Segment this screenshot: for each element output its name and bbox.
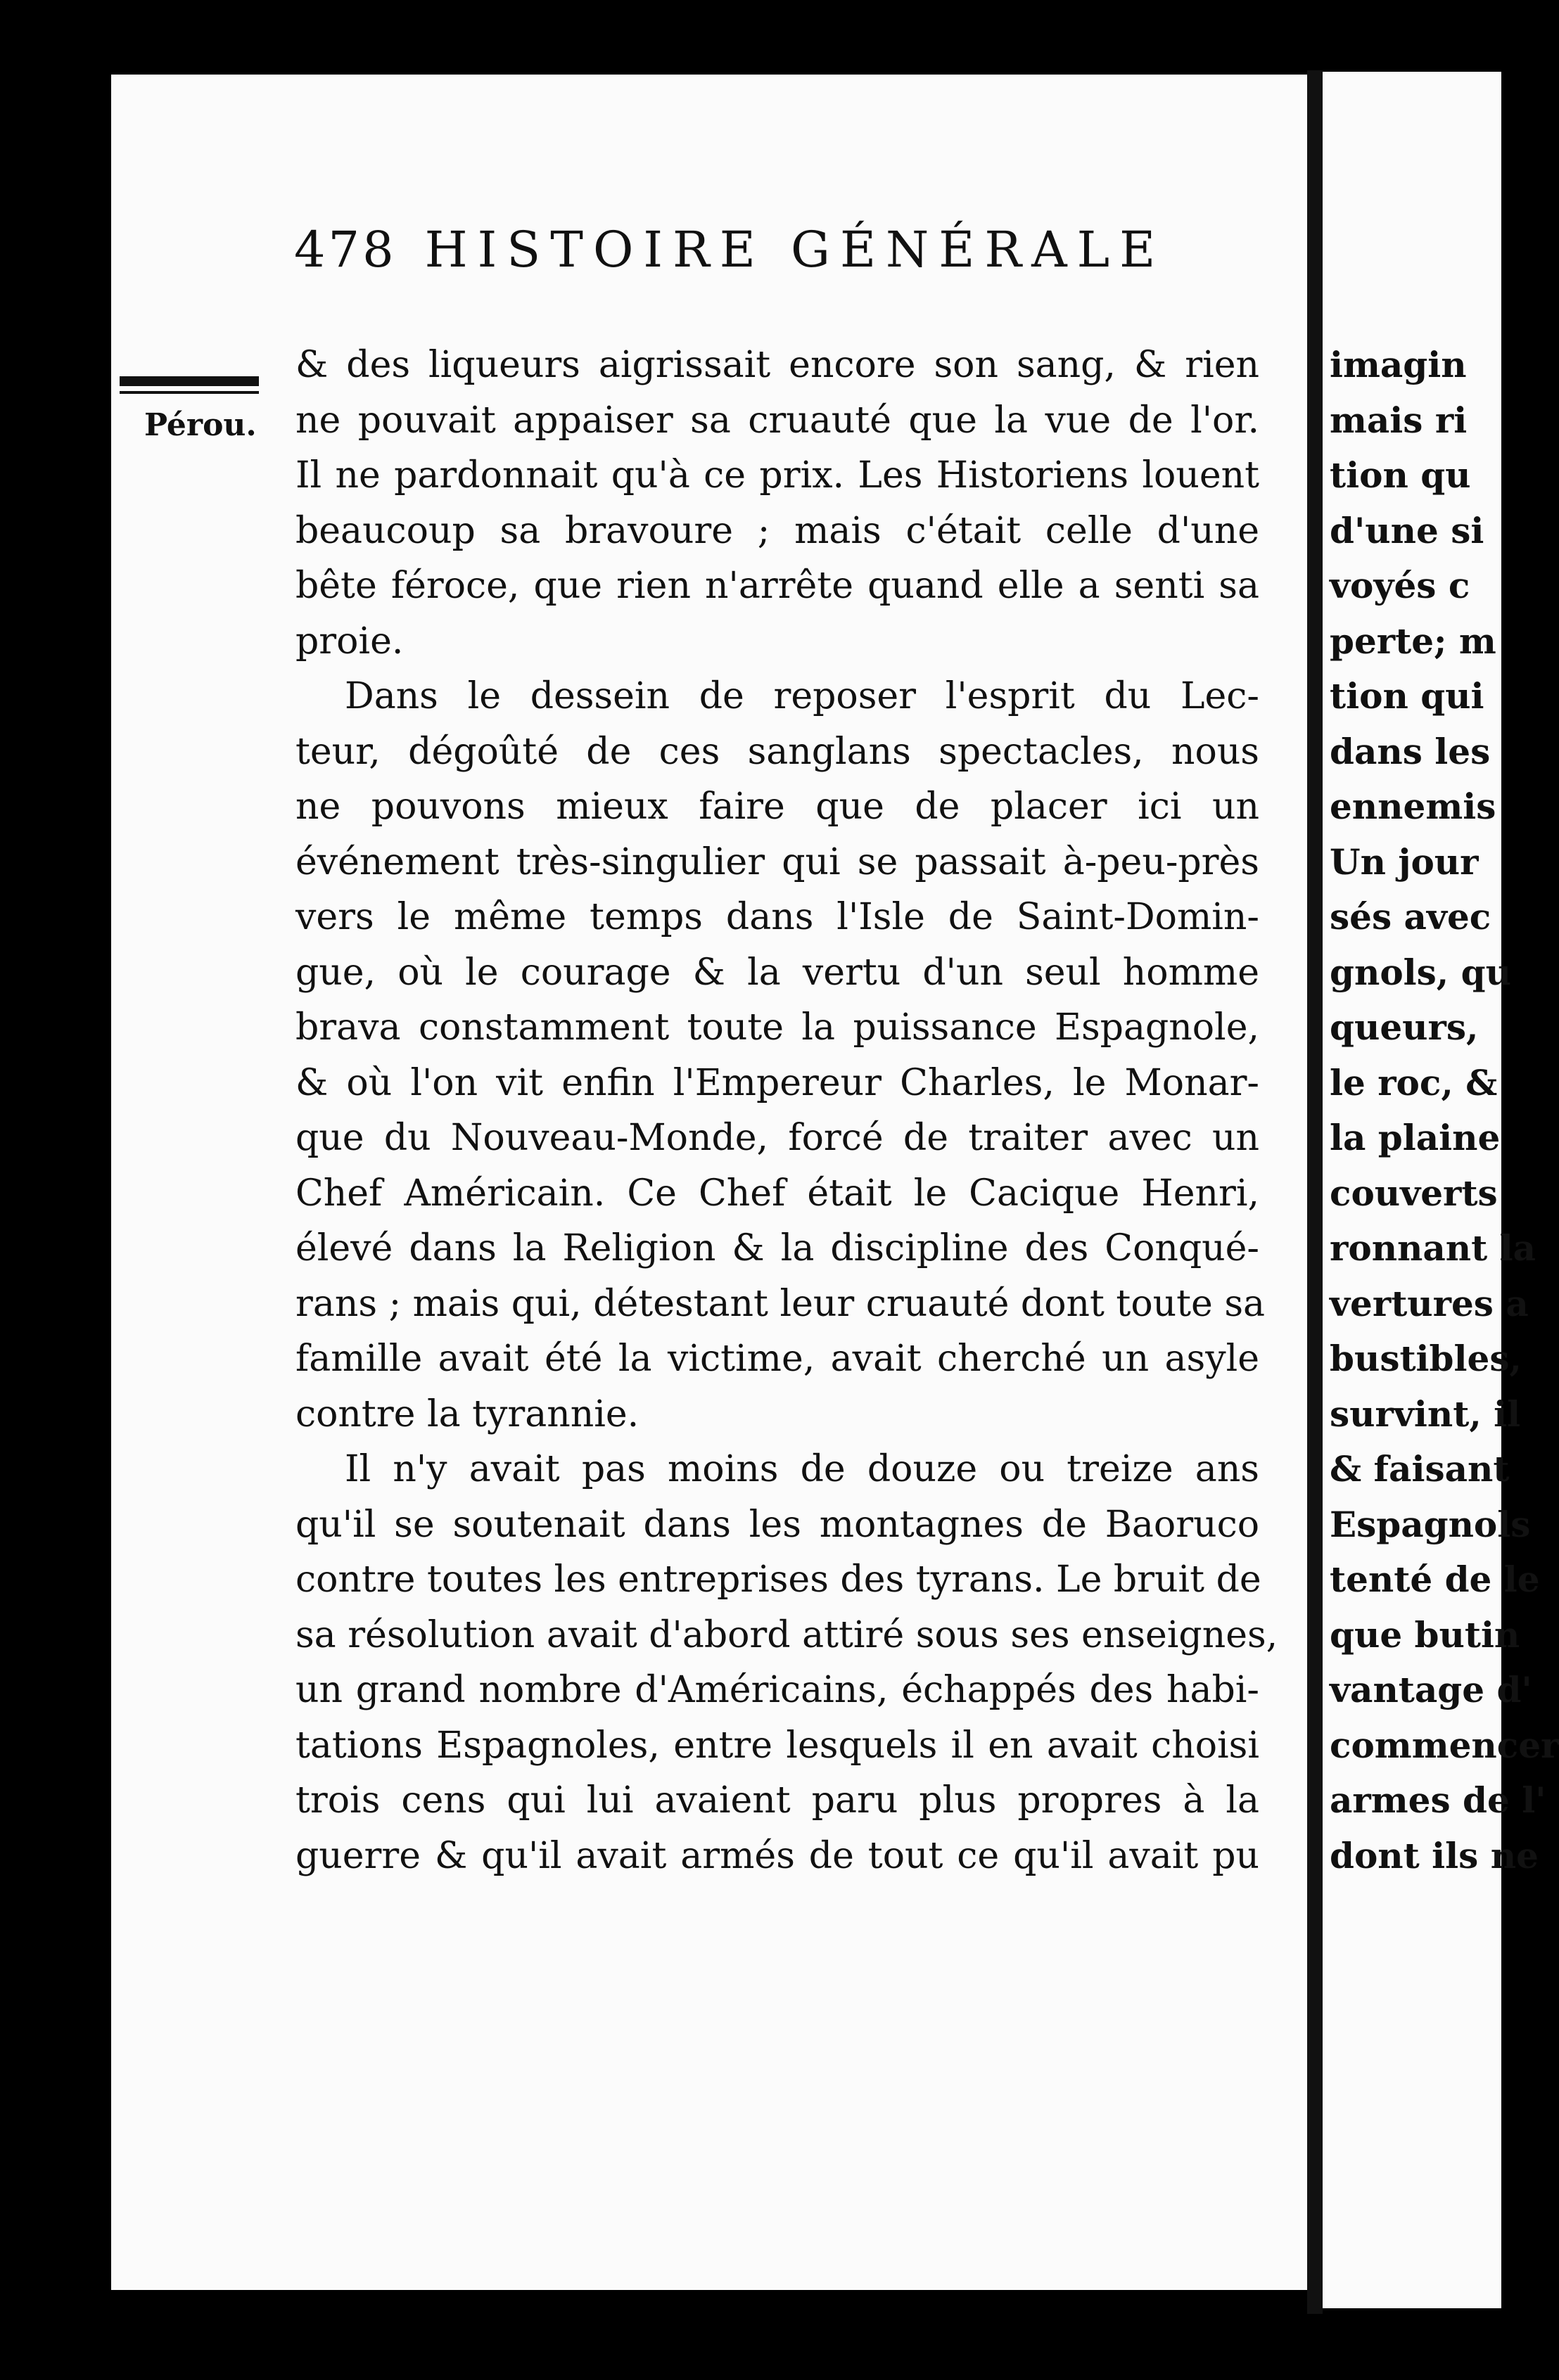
text-line: bête féroce, que rien n'arrête quand elle a senti sa [295,565,1259,607]
right-text-fragment: Un jour [1330,840,1479,883]
text-line: que du Nouveau-Monde, forcé de traiter avec un [295,1117,1259,1159]
text-line: Il ne pardonnait qu'à ce prix. Les Historiens louent [295,454,1259,497]
right-text-fragment: queurs, [1330,1006,1479,1048]
right-text-fragment: dans les [1330,730,1491,772]
book-gutter [1307,70,1323,2314]
text-line: gue, où le courage & la vertu d'un seul homme [295,951,1259,994]
running-head [294,211,1209,288]
right-text-fragment: que butin [1330,1613,1520,1656]
page-number: 478 [294,221,397,279]
text-line: un grand nombre d'Américains, échappés des habi- [295,1669,1259,1711]
right-text-fragment: voyés c [1330,565,1470,606]
text-line: Chef Américain. Ce Chef était le Cacique Henri, [295,1172,1259,1215]
right-text-fragment: bustibles, [1330,1338,1522,1379]
text-line: Il n'y avait pas moins de douze ou treize ans [345,1448,1259,1490]
margin-note: Pérou. [144,407,257,443]
right-text-fragment: Espagnols [1330,1503,1531,1545]
text-line: famille avait été la victime, avait cherché un asyle [295,1338,1259,1380]
right-text-fragment: couverts [1330,1172,1498,1214]
text-line: Dans le dessein de reposer l'esprit du Lec- [345,675,1259,717]
text-line: vers le même temps dans l'Isle de Saint-Domin- [295,896,1259,938]
right-text-fragment: & faisant [1330,1448,1510,1490]
right-text-fragment: vertures a [1330,1282,1529,1324]
text-line: événement très-singulier qui se passait à-peu-près [295,840,1259,883]
text-line: brava constamment toute la puissance Espagnole, [295,1006,1259,1049]
right-text-fragment: ronnant la [1330,1227,1536,1269]
text-line: & des liqueurs aigrissait encore son sang, & rien [295,344,1259,386]
right-text-fragment: sés avec [1330,896,1491,938]
text-line: sa résolution avait d'abord attiré sous ses enseignes, [295,1613,1278,1656]
right-text-fragment: tenté de le [1330,1559,1540,1600]
right-text-fragment: commencer [1330,1724,1559,1766]
margin-rule-thin [120,391,259,394]
right-text-fragment: survint, il [1330,1393,1521,1435]
right-text-fragment: la plaine [1330,1117,1501,1158]
text-line: rans ; mais qui, détestant leur cruauté dont toute sa [295,1282,1265,1325]
text-line: contre la tyrannie. [295,1393,639,1435]
text-line: beaucoup sa bravoure ; mais c'était celle d'une [295,509,1259,552]
text-line: & où l'on vit enfin l'Empereur Charles, le Monar- [295,1061,1259,1104]
right-text-fragment: perte; m [1330,620,1496,662]
text-line: ne pouvait appaiser sa cruauté que la vue de l'or. [295,399,1259,442]
right-text-fragment: tion qu [1330,454,1471,496]
text-line: guerre & qu'il avait armés de tout ce qu'il avait pu [295,1834,1259,1877]
right-text-fragment: tion qui [1330,675,1484,717]
right-text-fragment: d'une si [1330,509,1484,551]
text-line: trois cens qui lui avaient paru plus propres à la [295,1779,1259,1822]
margin-rule-thick [120,376,259,386]
right-page-text [1330,338,1559,1883]
right-text-fragment: gnols, qu [1330,951,1511,993]
right-text-fragment: ennemis [1330,786,1496,827]
right-text-fragment: vantage d' [1330,1669,1532,1710]
text-line: élevé dans la Religion & la discipline des Conqué- [295,1227,1259,1269]
right-text-fragment: imagin [1330,344,1467,385]
text-line: ne pouvons mieux faire que de placer ici un [295,786,1259,828]
text-line: teur, dégoûté de ces sanglans spectacles, nous [295,730,1259,773]
text-line: contre toutes les entreprises des tyrans. Le bruit de [295,1559,1261,1601]
right-text-fragment: le roc, & [1330,1061,1498,1103]
running-title: HISTOIRE GÉNÉRALE [424,221,1166,279]
right-text-fragment: armes de l' [1330,1779,1546,1821]
text-line: qu'il se soutenait dans les montagnes de Baoruco [295,1503,1259,1546]
right-text-fragment: mais ri [1330,399,1468,441]
body-text [295,338,1278,1883]
right-text-fragment: dont ils ne [1330,1834,1539,1876]
text-line: tations Espagnoles, entre lesquels il en avait choisi [295,1724,1259,1767]
text-line: proie. [295,620,404,663]
